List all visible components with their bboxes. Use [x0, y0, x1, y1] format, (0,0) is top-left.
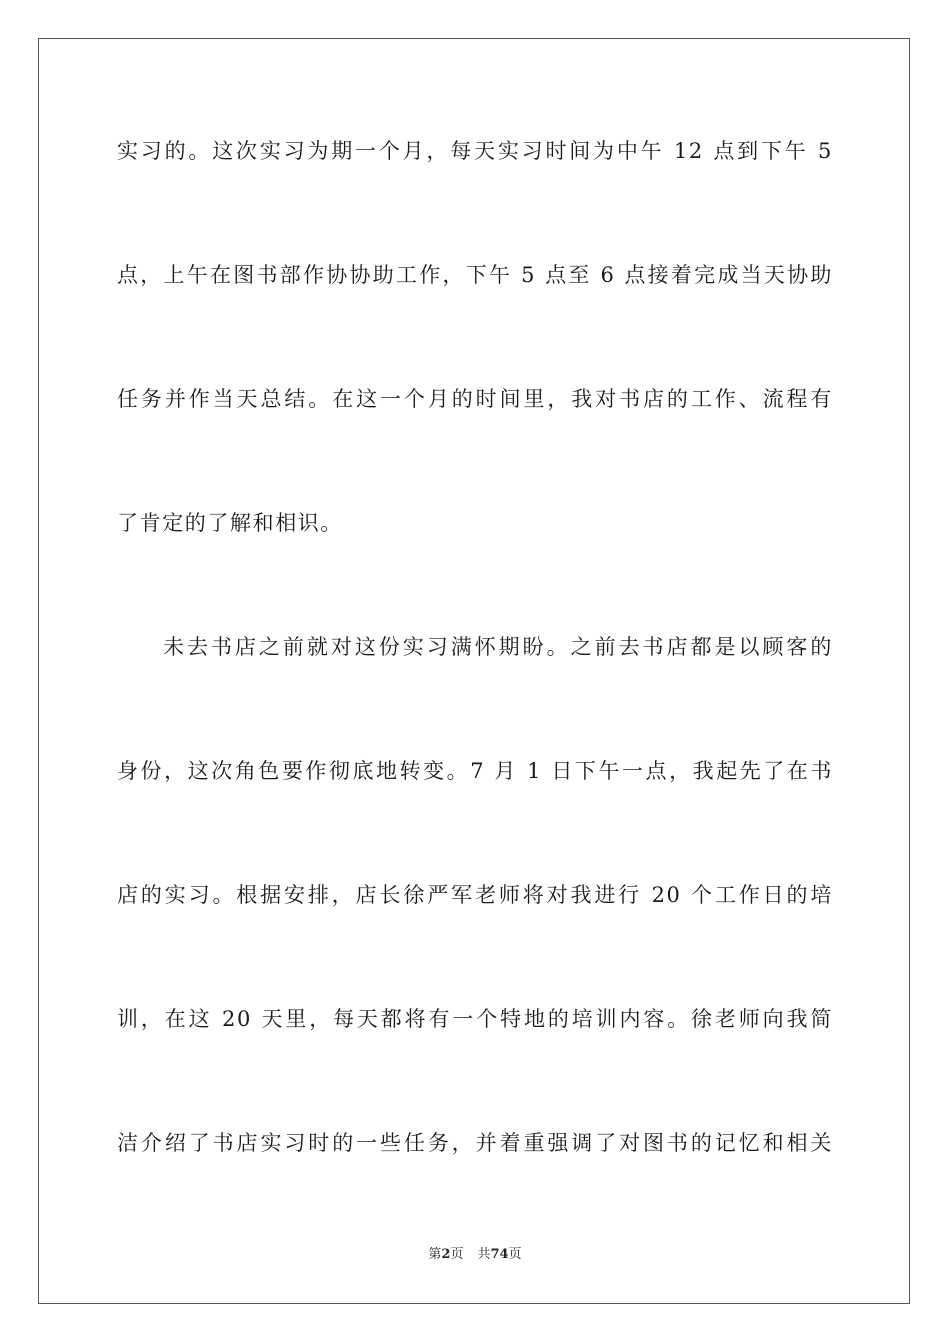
body-line-7: 店的实习。根据安排，店长徐严军老师将对我进行 20 个工作日的培 [117, 883, 833, 907]
page-suffix: 页 [450, 1247, 464, 1262]
body-line-2: 点，上午在图书部作协协助工作，下午 5 点至 6 点接着完成当天协助 [117, 263, 833, 287]
total-pages: 74 [490, 1247, 509, 1262]
body-line-6: 身份，这次角色要作彻底地转变。7 月 1 日下午一点，我起先了在书 [117, 759, 833, 783]
page-prefix: 第 [428, 1247, 442, 1262]
page-border [38, 38, 910, 1304]
body-line-8: 训，在这 20 天里，每天都将有一个特地的培训内容。徐老师向我简 [117, 1007, 833, 1031]
body-line-4: 了肯定的了解和相识。 [117, 511, 343, 535]
total-suffix: 页 [508, 1247, 522, 1262]
body-line-9: 洁介绍了书店实习时的一些任务，并着重强调了对图书的记忆和相关 [117, 1131, 833, 1155]
page-number: 2 [441, 1247, 451, 1262]
page-footer [0, 1246, 950, 1264]
body-line-5-paragraph-start: 未去书店之前就对这份实习满怀期盼。之前去书店都是以顾客的 [163, 635, 833, 659]
total-prefix: 共 [477, 1247, 491, 1262]
body-line-1: 实习的。这次实习为期一个月，每天实习时间为中午 12 点到下午 5 [117, 139, 833, 163]
body-line-3: 任务并作当天总结。在这一个月的时间里，我对书店的工作、流程有 [117, 387, 833, 411]
